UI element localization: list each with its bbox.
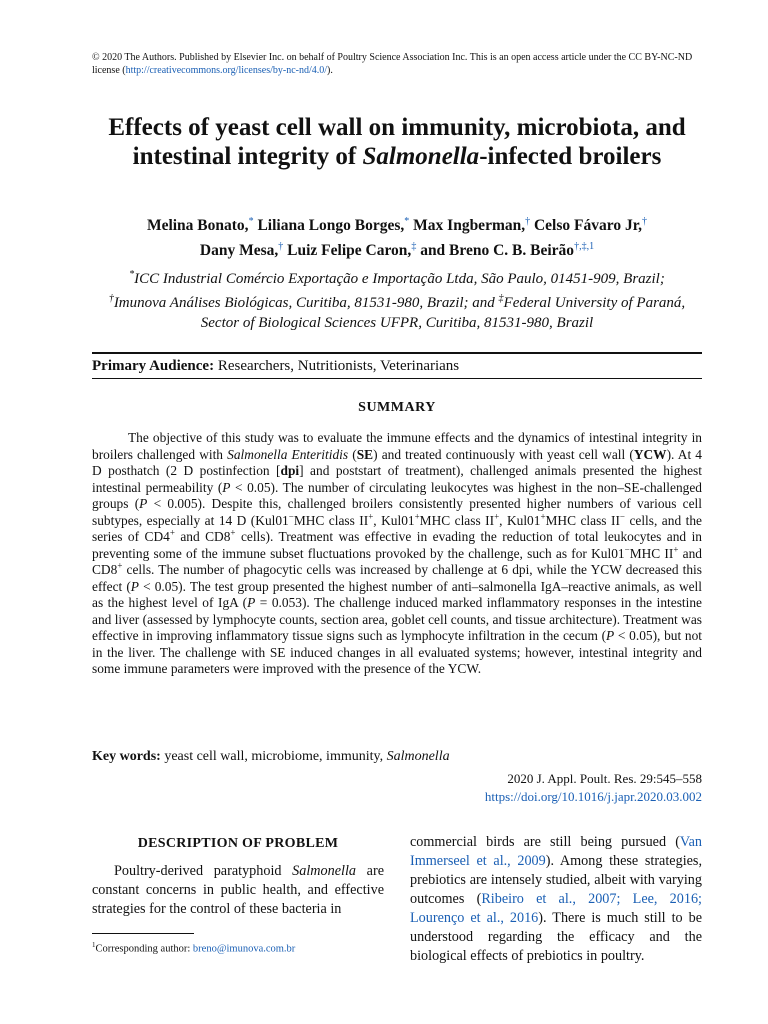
footnote-rule [92,933,194,934]
doi-link[interactable]: https://doi.org/10.1016/j.japr.2020.03.002 [484,789,702,804]
summary-heading: SUMMARY [358,400,436,415]
author: and Breno C. B. Beirão$^{\dagger,\ddagger,1}$ [420,241,595,260]
affiliations: *ICC Industrial Comércio Exportação e Importação Ltda, São Paulo, 01451-909, Brazil; †Imunova Análises Biológicas, Curitiba, 81531-980, Brazil; and ‡Federal University of Paraná, Sector of Biological Sciences UFPR, Curitiba, 81531-980, Brazil [108,269,686,331]
affiliation-1: ICC Industrial Comércio Exportação e Importação Ltda, São Paulo, 01451-909, Brazil; [134,271,665,287]
journal-reference: 2020 J. Appl. Poult. Res. 29:545–558 [507,771,702,786]
author-affil-mark[interactable]: † [278,241,284,253]
author: Melina Bonato,* [146,216,254,235]
keywords-value: yeast cell wall, microbiome, immunity, [160,749,387,764]
article-title [92,113,702,171]
audience-rule-bottom [92,378,702,379]
keywords-label: Key words: [92,749,161,764]
author: Liliana Longo Borges,* [257,216,410,235]
author: Celso Fávaro Jr,† [533,216,648,235]
author-affil-mark[interactable]: ‡ [411,241,417,253]
keywords-italic: Salmonella [386,749,450,764]
title-part2: -infected broilers [479,143,662,170]
email-link[interactable]: breno@imunova.com.br [192,943,296,955]
affiliation-3: Federal University of Paraná, Sector of Biological Sciences UFPR, Curitiba, 81531-980, Brazil [200,295,686,331]
author-affil-mark[interactable]: † [642,216,648,227]
audience-rule-top [92,352,702,354]
author: Luiz Felipe Caron,‡ [287,241,417,260]
author-affil-mark[interactable]: * [248,216,254,227]
primary-audience [92,356,702,376]
author: Max Ingberman,† [413,216,531,235]
title-italic: Salmonella [362,143,480,170]
footnote: $^1$Corresponding author: breno@imunova.com.br [92,941,296,955]
author-affil-mark[interactable]: † [525,216,531,227]
license-text: © 2020 The Authors. Published by Elsevier Inc. on behalf of Poultry Science Association Inc. This is an open access article under the CC BY-NC-ND license ( [92,52,693,76]
reference-link[interactable]: Ribeiro et al., 2007; Lee, 2016; Lourenço et al., 2016 [410,891,702,926]
license-notice [92,51,702,77]
title-part1: Effects of yeast cell wall on immunity, microbiota, and intestinal integrity of [108,114,686,170]
author-list [92,211,702,261]
reference-link[interactable]: Van Immerseel et al., 2009 [410,834,702,869]
body-text-left: Poultry-derived paratyphoid Salmonella are constant concerns in public health, and effective strategies for the control of these bacteria in [92,863,384,917]
affiliation-2: Imunova Análises Biológicas, Curitiba, 81531-980, Brazil; and [113,295,499,311]
section-heading: DESCRIPTION OF PROBLEM [137,836,339,851]
footnote-label: Corresponding author: [95,943,193,955]
citation [392,770,702,806]
author-affil-mark[interactable]: †,‡,1 [574,241,595,253]
author: Dany Mesa,† [199,241,284,260]
audience-value: Researchers, Nutritionists, Veterinarians [214,358,460,374]
summary-text: The objective of this study was to evaluate the immune effects and the dynamics of intestinal integrity in broilers challenged with Salmonella Enteritidis (SE) and treated continuously with yeast cell wall (YCW). At 4 D posthatch (2 D postinfection [dpi] and poststart of treatment), challenged animals presented the highest intestinal permeability (P < 0.05). The number of circulating leukocytes was highest in the non–SE-challenged groups (P < 0.005). Despite this, challenged broilers consistently presented higher numbers of various cell subtypes, especially at 14 D (Kul01−MHC class II+, Kul01+MHC class II+, Kul01+MHC class II− cells, and the series of CD4+ and CD8+ cells). Treatment was effective in evading the reduction of total leukocytes and in preventing some of the immune subset fluctuations provoked by the challenge, such as for Kul01−MHC II+ and CD8+ cells. The number of phagocytic cells was increased by challenge at 6 dpi, while the YCW decreased this effect (P < 0.05). The test group presented the highest number of anti–salmonella IgA–reactive animals, as well as the highest level of IgA (P = 0.053). The challenge induced marked inflammatory responses in the intestine and liver (assessed by lymphocyte counts, section area, goblet cell counts, and tissue architecture). Treatment was effective in improving inflammatory tissue signs such as lymphocyte infiltration in the cecum (P < 0.05), but not in the liver. The challenge with SE induced changes in all evaluated systems; however, intestinal integrity and some immune parameters were improved with the presence of the YCW. [92,430,703,676]
body-text-right: commercial birds are still being pursued (Van Immerseel et al., 2009). Among these strategies, prebiotics are intensely studied, albeit with varying outcomes (Ribeiro et al., 2007; Lee, 2016; Lourenço et al., 2016). There is much still to be understood regarding the efficacy and the biological effects of prebiotics in poultry. [410,834,702,964]
author-affil-mark[interactable]: * [404,216,410,227]
license-end: ). [327,65,333,76]
license-link[interactable]: http://creativecommons.org/licenses/by-nc-nd/4.0/ [125,65,328,76]
keywords [92,748,702,766]
audience-label: Primary Audience: [92,358,215,374]
